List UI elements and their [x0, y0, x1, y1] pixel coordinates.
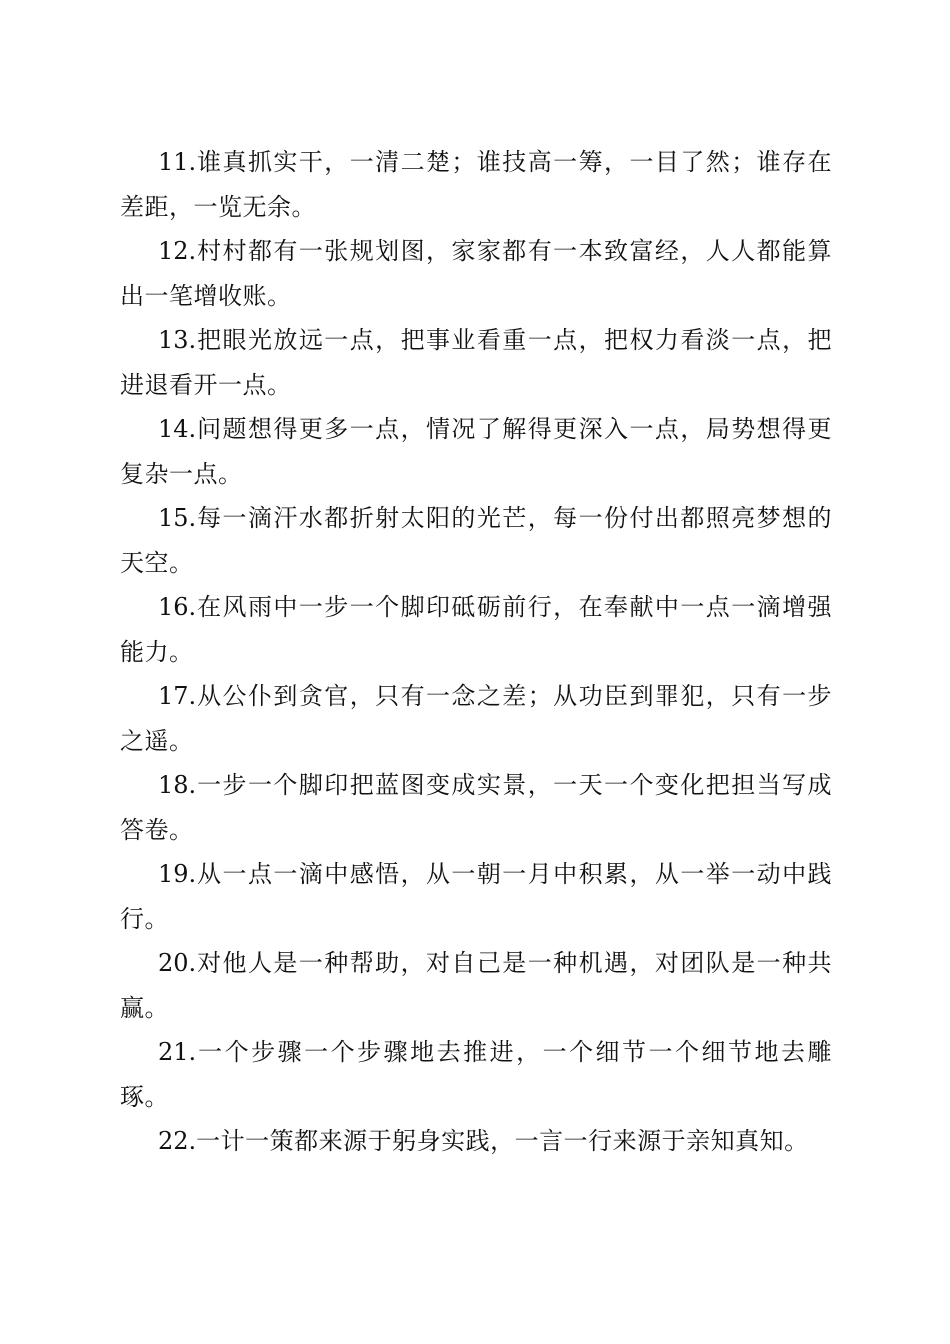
- item-text: 一个步骤一个步骤地去推进，一个细节一个细节地去雕琢。: [120, 1038, 832, 1111]
- list-item: [120, 1030, 832, 1119]
- list-item: [120, 407, 832, 496]
- item-text: 把眼光放远一点，把事业看重一点，把权力看淡一点，把进退看开一点。: [120, 326, 832, 399]
- item-number: 15.: [158, 504, 197, 532]
- item-text: 村村都有一张规划图，家家都有一本致富经，人人都能算出一笔增收账。: [120, 237, 832, 310]
- item-text: 每一滴汗水都折射太阳的光芒，每一份付出都照亮梦想的天空。: [120, 504, 832, 577]
- item-text: 一计一策都来源于躬身实践，一言一行来源于亲知真知。: [196, 1127, 809, 1155]
- document-body: [120, 140, 832, 1164]
- item-text: 从公仆到贪官，只有一念之差；从功臣到罪犯，只有一步之遥。: [120, 682, 832, 755]
- list-item: [120, 585, 832, 674]
- list-item: [120, 140, 832, 229]
- item-number: 17.: [158, 682, 197, 710]
- item-text: 谁真抓实干，一清二楚；谁技高一筹，一目了然；谁存在差距，一览无余。: [120, 148, 832, 221]
- item-number: 18.: [158, 771, 197, 799]
- item-text: 在风雨中一步一个脚印砥砺前行，在奉献中一点一滴增强能力。: [120, 593, 832, 666]
- item-number: 19.: [158, 860, 197, 888]
- item-number: 13.: [158, 326, 197, 354]
- item-text: 对他人是一种帮助，对自己是一种机遇，对团队是一种共赢。: [120, 949, 832, 1022]
- item-number: 22.: [158, 1127, 197, 1155]
- list-item: [120, 496, 832, 585]
- list-item: [120, 674, 832, 763]
- list-item: [120, 941, 832, 1030]
- list-item: [120, 229, 832, 318]
- list-item: [120, 1119, 832, 1164]
- list-item: [120, 852, 832, 941]
- item-number: 12.: [158, 237, 197, 265]
- item-text: 一步一个脚印把蓝图变成实景，一天一个变化把担当写成答卷。: [120, 771, 832, 844]
- item-number: 21.: [158, 1038, 197, 1066]
- item-number: 20.: [158, 949, 197, 977]
- item-text: 问题想得更多一点，情况了解得更深入一点，局势想得更复杂一点。: [120, 415, 832, 488]
- item-number: 14.: [158, 415, 197, 443]
- list-item: [120, 318, 832, 407]
- item-number: 16.: [158, 593, 197, 621]
- item-number: 11.: [158, 148, 197, 176]
- item-text: 从一点一滴中感悟，从一朝一月中积累，从一举一动中践行。: [120, 860, 832, 933]
- list-item: [120, 763, 832, 852]
